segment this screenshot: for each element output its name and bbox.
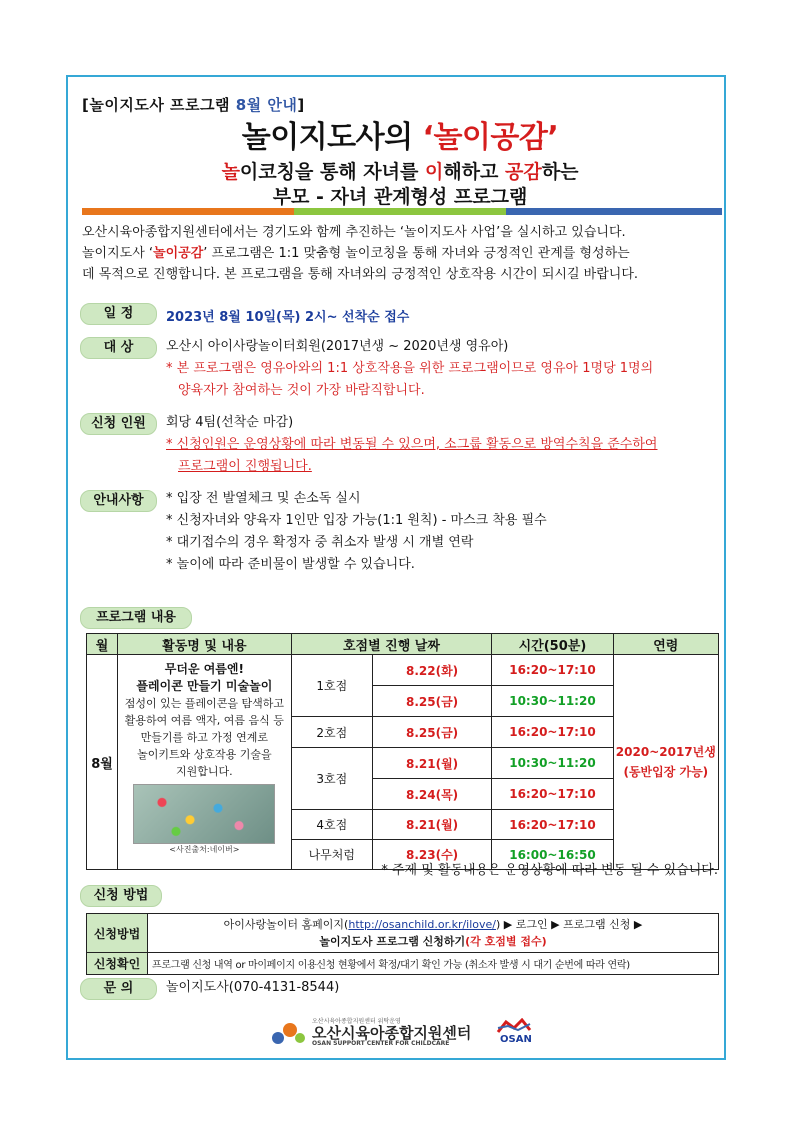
branch-cell: 2호점 <box>291 717 372 748</box>
capacity-note-1: * 신청인원은 운영상황에 따라 변동될 수 있으며, 소그룹 활동으로 방역수칙을 준수하여 <box>166 437 658 452</box>
branch-cell: 4호점 <box>291 810 372 840</box>
date-cell: 8.24(목) <box>372 779 491 810</box>
schedule-value: 2023년 8월 10일(목) 2시~ 선착순 접수 <box>166 310 410 325</box>
apply-method-cell: 아이사랑놀이터 홈페이지(http://osanchild.or.kr/ilove/) ▶ 로그인 ▶ 프로그램 신청 ▶ 놀이지도사 프로그램 신청하기(각 호점별 접수) <box>148 914 719 953</box>
apply-label: 신청 방법 <box>80 885 162 907</box>
date-cell: 8.25(금) <box>372 717 491 748</box>
playcorn-photo <box>133 784 275 844</box>
target-value: 오산시 아이사랑놀이터회원(2017년생 ~ 2020년생 영유아) <box>166 339 509 354</box>
center-logo-icon <box>268 1016 308 1050</box>
footer-logo: 오산시육아종합지원센터 위탁운영 오산시육아종합지원센터 OSAN SUPPORT CENTER FOR CHILDCARE OSAN <box>268 1016 538 1050</box>
contact-label: 문 의 <box>80 978 157 1000</box>
schedule-label: 일 정 <box>80 303 157 325</box>
branch-cell: 나무처럼 <box>291 840 372 870</box>
time-cell: 10:30~11:20 <box>492 748 613 779</box>
target-note-2: 양육자가 참여하는 것이 가장 바람직합니다. <box>178 383 425 398</box>
page-title: 놀이지도사의 ‘놀이공감’ <box>241 120 559 155</box>
osan-city-logo-icon <box>496 1018 532 1034</box>
date-cell: 8.21(월) <box>372 810 491 840</box>
guide-item: * 대기접수의 경우 확정자 중 취소자 발생 시 개별 연락 <box>166 535 474 550</box>
col-header: 월 <box>87 634 118 655</box>
target-note-1: * 본 프로그램은 영유아와의 1:1 상호작용을 위한 프로그램이므로 영유아 1명당 1명의 <box>166 361 654 376</box>
date-cell: 8.25(금) <box>372 686 491 717</box>
program-tag: [놀이지도사 프로그램 8월 안내] <box>82 96 305 114</box>
apply-confirm-cell: 프로그램 신청 내역 or 마이페이지 이용신청 현황에서 확정/대기 확인 가능 (취소자 발생 시 대기 순번에 따라 연락) <box>148 953 719 975</box>
branch-cell: 3호점 <box>291 748 372 810</box>
time-cell: 10:30~11:20 <box>492 686 613 717</box>
color-bar-orange <box>82 208 294 215</box>
guide-list <box>166 488 547 576</box>
guide-item: * 입장 전 발열체크 및 손소독 실시 <box>166 491 361 506</box>
subtitle-line1: 놀이코칭을 통해 자녀를 이해하고 공감하는 <box>221 161 579 183</box>
date-cell: 8.22(화) <box>372 655 491 686</box>
branch-cell: 1호점 <box>291 655 372 717</box>
apply-confirm-header: 신청확인 <box>87 953 148 975</box>
program-table <box>86 633 719 870</box>
homepage-link[interactable]: http://osanchild.or.kr/ilove/ <box>348 918 497 931</box>
intro-paragraph: 오산시육아종합지원센터에서는 경기도와 함께 추진하는 ‘놀이지도사 사업’을 실시하고 있습니다. 놀이지도사 ‘놀이공감’ 프로그램은 1:1 맞춤형 놀이코칭을 통해 자녀와 긍정적인 관계를 형성하는 데 목적으로 진행합니다. 본 프로그램을 통해 자녀와의 긍정적인 상호작용 시간이 되시길 바랍니다. <box>82 225 639 282</box>
apply-table <box>86 913 719 975</box>
contact-value: 놀이지도사(070-4131-8544) <box>166 980 340 995</box>
target-label: 대 상 <box>80 337 157 359</box>
col-header: 연령 <box>613 634 718 655</box>
apply-method-header: 신청방법 <box>87 914 148 953</box>
time-cell: 16:20~17:10 <box>492 655 613 686</box>
program-label: 프로그램 내용 <box>80 607 192 629</box>
time-cell: 16:20~17:10 <box>492 779 613 810</box>
capacity-label: 신청 인원 <box>80 413 157 435</box>
guide-item: * 신청자녀와 양육자 1인만 입장 가능(1:1 원칙) - 마스크 착용 필수 <box>166 513 547 528</box>
col-header: 시간(50분) <box>492 634 613 655</box>
time-cell: 16:20~17:10 <box>492 717 613 748</box>
subtitle-line2: 부모 - 자녀 관계형성 프로그램 <box>272 186 528 208</box>
date-cell: 8.23(수) <box>372 840 491 870</box>
col-header: 호점별 진행 날짜 <box>291 634 492 655</box>
col-header: 활동명 및 내용 <box>118 634 292 655</box>
time-cell: 16:00~16:50 <box>492 840 613 870</box>
month-cell: 8월 <box>87 655 118 870</box>
guide-item: * 놀이에 따라 준비물이 발생할 수 있습니다. <box>166 557 415 572</box>
time-cell: 16:20~17:10 <box>492 810 613 840</box>
age-cell: 2020~2017년생 (동반입장 가능) <box>613 655 718 870</box>
guide-label: 안내사항 <box>80 490 157 512</box>
program-footnote: * 주제 및 활동내용은 운영상황에 따라 변동 될 수 있습니다. <box>381 863 718 878</box>
date-cell: 8.21(월) <box>372 748 491 779</box>
capacity-note-2: 프로그램이 진행됩니다. <box>178 459 312 474</box>
color-bar-blue <box>506 208 722 215</box>
capacity-value: 회당 4팀(선착순 마감) <box>166 415 294 430</box>
activity-cell: 무더운 여름엔! 플레이콘 만들기 미술놀이 점성이 있는 플레이콘을 탐색하고 활용하여 여름 액자, 여름 음식 등 만들기를 하고 가정 연계로 놀이키트와 상호작용 기술을 지원합니다. <사진출처:네이버> <box>118 655 292 870</box>
color-bar-green <box>294 208 506 215</box>
